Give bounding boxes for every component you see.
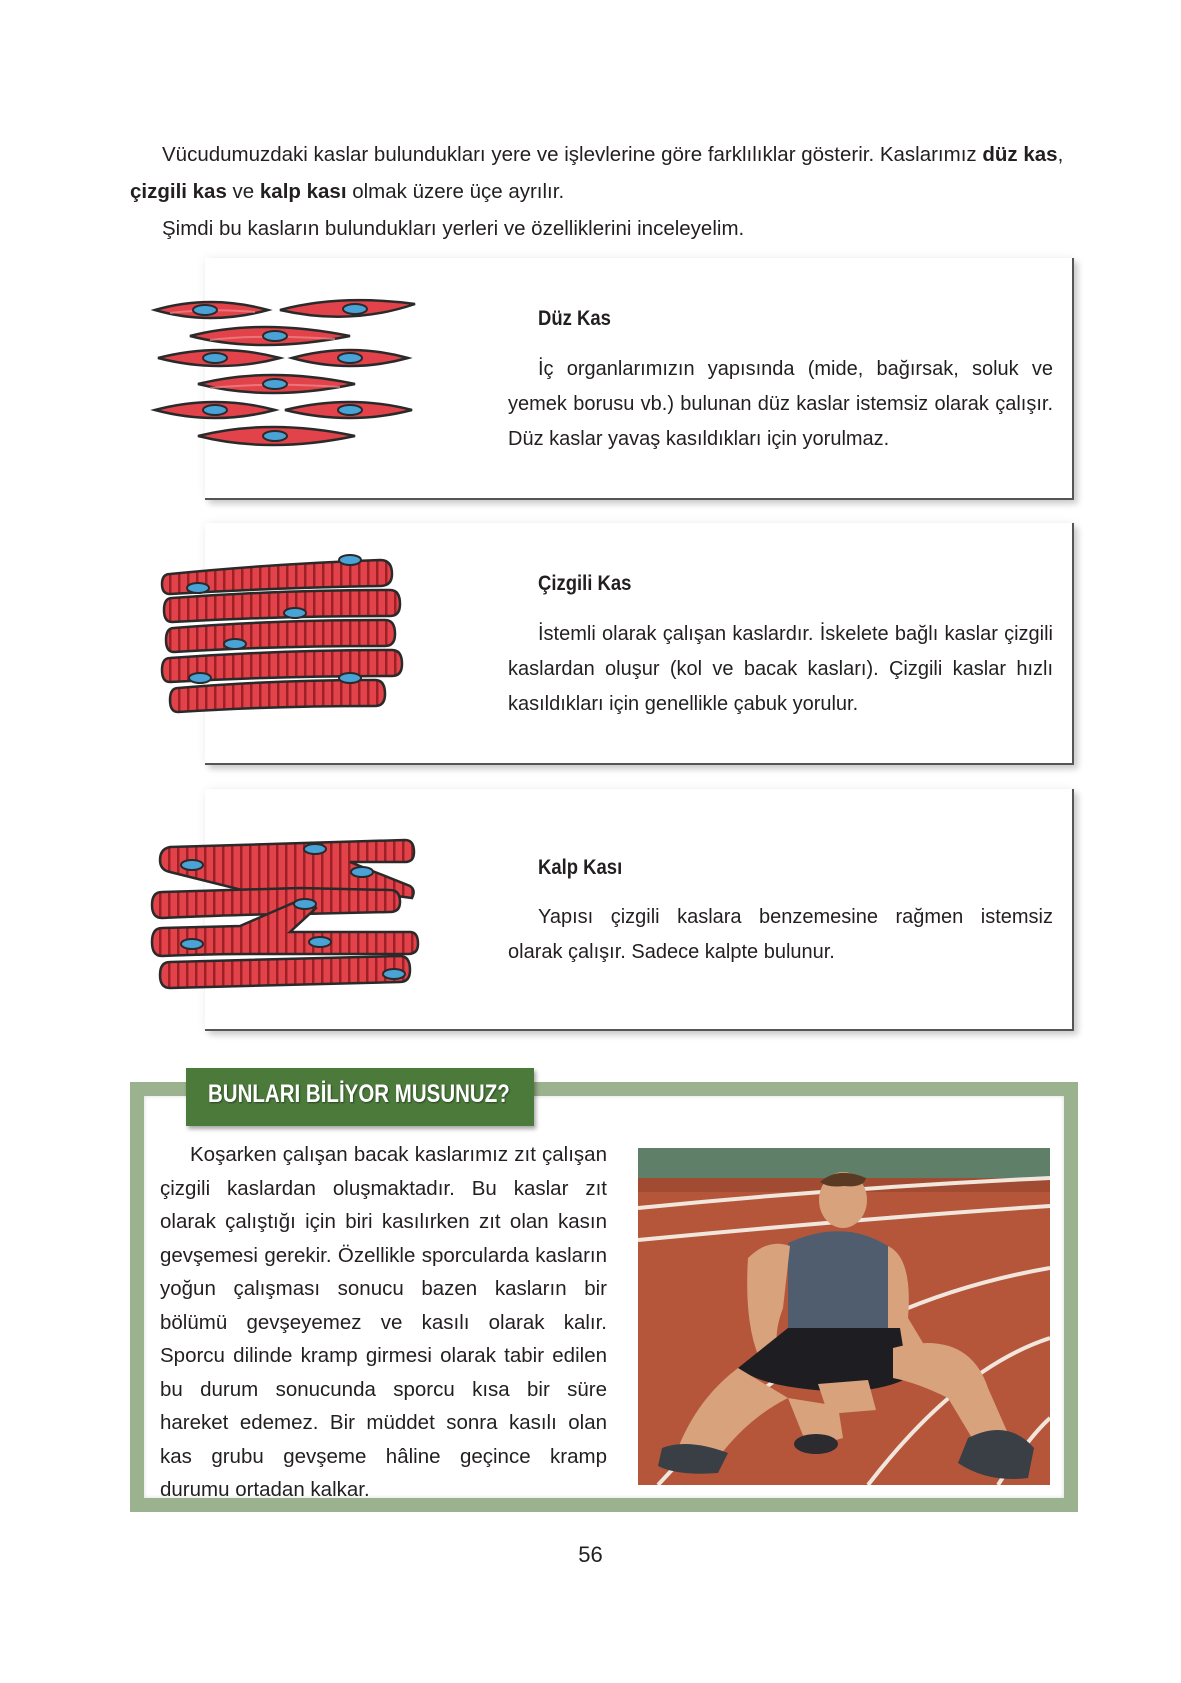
intro-line-2: Şimdi bu kasların bulundukları yerleri ve özelliklerini inceleyelim. (162, 217, 745, 240)
striated-muscle-icon (160, 550, 410, 725)
term-kalp-kasi: kalp kası (259, 180, 347, 203)
athlete-cramp-photo (638, 1148, 1050, 1485)
page-number: 56 (578, 1542, 603, 1567)
smooth-muscle-icon (150, 298, 420, 458)
term-duz-kas: düz kas (982, 143, 1058, 166)
card-text-duz-kas: İç organlarımızın yapısında (mide, bağırsak, soluk ve yemek borusu vb.) bulunan düz kaslar istemsiz olarak çalışır. Düz kaslar yavaş kasıldıkları için yorulmaz. (508, 358, 1053, 450)
info-box-tab (186, 1068, 534, 1126)
intro-line-1: Vücudumuzdaki kaslar bulundukları yere ve işlevlerine göre farklılıklar gösterir. Kaslarımız düz kas, çizgili kas ve kalp kası olmak üzere üçe ayrılır. (130, 143, 1064, 203)
intro-paragraph (130, 136, 1080, 247)
card-title-duz-kas: Düz Kas (538, 307, 611, 330)
info-box-title: BUNLARI BİLİYOR MUSUNUZ? (208, 1080, 510, 1108)
card-title-kalp-kasi: Kalp Kası (538, 856, 623, 879)
card-title-cizgili-kas: Çizgili Kas (538, 572, 632, 595)
cardiac-muscle-icon (150, 832, 425, 992)
term-cizgili-kas: çizgili kas (130, 180, 227, 203)
card-text-cizgili-kas: İstemli olarak çalışan kaslardır. İskelete bağlı kaslar çizgili kaslardan oluşur (kol ve bacak kasları). Çizgili kaslar hızlı kasıldıkları için genellikle çabuk yorulur. (508, 623, 1053, 715)
card-text-kalp-kasi: Yapısı çizgili kaslara benzemesine rağmen istemsiz olarak çalışır. Sadece kalpte bulunur. (508, 906, 1053, 963)
info-box-text: Koşarken çalışan bacak kaslarımız zıt çalışan çizgili kaslardan oluşmaktadır. Bu kaslar zıt olarak çalıştığı için biri kasılırken zıt olan kasın gevşemesi gerekir. Özellikle sporcularda kasların yoğun çalışması sonucu bazen kasların bir bölümü gevşeyemez ve kasılı olarak kalır. Sporcu dilinde kramp girmesi olarak tabir edilen bu durum sonucunda sporcu kısa bir süre hareket edemez. Bir müddet sonra kasılı olan kas grubu gevşeme hâline geçince kramp durumu ortadan kalkar. (160, 1143, 607, 1501)
